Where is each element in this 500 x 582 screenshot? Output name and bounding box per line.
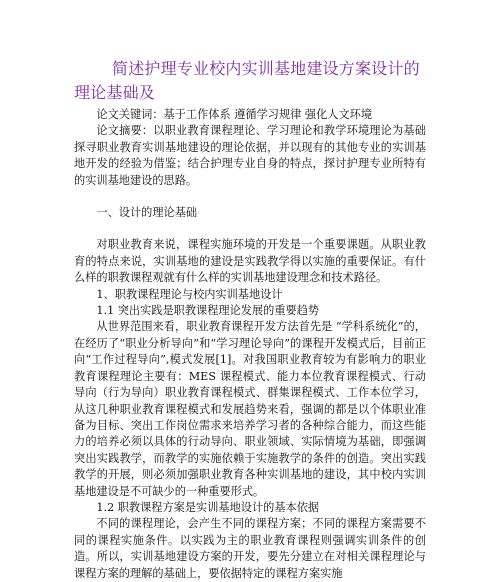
abstract-paragraph: 论文摘要：以职业教育课程理论、学习理论和教学环境理论为基础探寻职业教育实训基地建设的理论依据，并以现有的其他专业的实训基地开发的经验为借鉴；结合护理专业自身的特点，探讨护理专业所特有的实训基地建设的思路。	[74, 124, 426, 187]
body-paragraph: 对职业教育来说，课程实施环境的开发是一个重要课题。从职业教育的特点来说，实训基地的建设是实践教学得以实施的重要保证。有什么样的职教课程观就有什么样的实训基地建设理念和技术路径。	[74, 238, 426, 285]
subsection-heading: 1.1 突出实践是职教课程理论发展的重要趋势	[96, 304, 320, 318]
subsection-heading: 1.2 职教课程方案是实训基地设计的基本依据	[96, 500, 320, 514]
subsection-heading: 1、职教课程理论与校内实训基地设计	[96, 287, 283, 301]
body-paragraph: 不同的课程理论，会产生不同的课程方案；不同的课程方案需要不同的课程实施条件。以实践为主的职业教育课程则强调实训条件的创造。所以，实训基地建设方案的开发，要先分建立在对相关课程理论与课程方案的理解的基础上，要依据特定的课程方案实施	[74, 517, 426, 580]
document-title: 简述护理专业校内实训基地建设方案设计的理论基础及	[74, 59, 420, 102]
document-body	[74, 107, 426, 582]
section-heading: 一、设计的理论基础	[96, 206, 198, 220]
body-paragraph: 从世界范围来看，职业教育课程开发方法首先是 “学科系统化”的，在经历了“职业分析导向”和“学习理论导向”的课程开发模式后，目前正向“工作过程导向”,模式发展[1]。对我国职业教育较为有影响力的职业教育课程理论主要有：MES 课程模式、能力本位教育课程模式、行动导向（行为导向）职业教育课程模式、群集课程模式、工作本位学习，从这几种职业教育课程模式和发展趋势来看，强调的都是以个体职业准备为目标、突出工作岗位需求来培养学习者的各种综合能力，而这些能力的培养必须以具体的行动导向、职业领域、实际情境为基础，即强调突出实践教学，而教学的实施依赖于实施教学的条件的创造。突出实践教学的开展，则必须加强职业教育各种实训基地的建设，其中校内实训基地建设是不可缺少的一种重要形式。	[74, 320, 426, 498]
keywords-paragraph: 论文关键词：基于工作体系 遵循学习规律 强化人文环境	[96, 108, 373, 121]
